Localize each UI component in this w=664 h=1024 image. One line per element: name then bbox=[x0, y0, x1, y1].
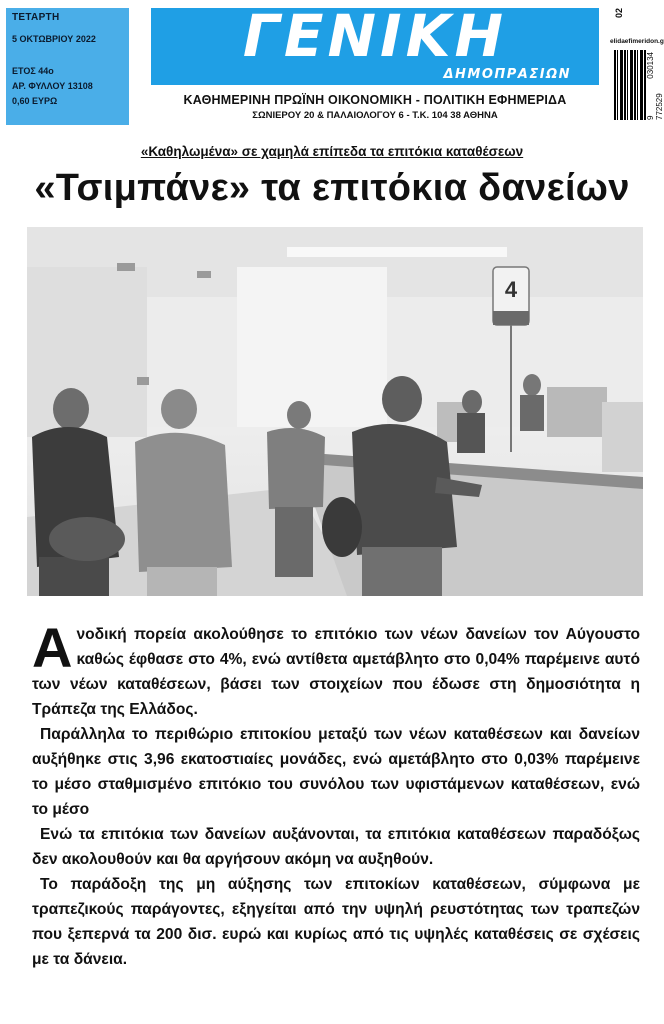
barcode-number-left: 9 772529 bbox=[646, 93, 664, 120]
story-paragraph: Παράλληλα το περιθώριο επιτοκίου μεταξύ των νέων καταθέσεων και δανείων αυξήθηκε στις 3,96 εκατοστιαίες μονάδες, ενώ αμετάβλητο στο 0,03% παρέμεινε το μέσο σταθμισμένο επιτόκιο του συνόλου των υφιστάμενων καταθέσεων, ενώ το μέσο bbox=[32, 726, 640, 818]
issue-number: ΑΡ. ΦΥΛΛΟΥ 13108 bbox=[12, 81, 93, 91]
barcode bbox=[610, 8, 664, 120]
story-body bbox=[32, 616, 640, 972]
story-paragraph bbox=[32, 616, 640, 722]
newspaper-subtitle: ΔΗΜΟΠΡΑΣΙΩΝ bbox=[443, 67, 571, 82]
barcode-issue-code: 02 bbox=[614, 8, 624, 19]
counter-number: 4 bbox=[504, 277, 518, 302]
story-headline: «Τσιμπάνε» τα επιτόκια δανείων bbox=[34, 167, 630, 209]
story-paragraph: Ενώ τα επιτόκια των δανείων αυξάνονται, τα επιτόκια καταθέσεων παραδόξως δεν ακολουθούν και θα αργήσουν ακόμη να αυξηθούν. bbox=[32, 826, 640, 868]
newspaper-tagline: ΚΑΘΗΜΕΡΙΝΗ ΠΡΩΪΝΗ ΟΙΚΟΝΟΜΙΚΗ - ΠΟΛΙΤΙΚΗ ΕΦΗΜΕΡΙΔΑ bbox=[183, 93, 567, 107]
barcode-url: elidaefimeridon.g bbox=[610, 38, 664, 45]
newspaper-title: ΓΕΝΙΚΗ bbox=[242, 8, 508, 70]
story-kicker: «Καθηλωμένα» σε χαμηλά επίπεδα τα επιτόκια καταθέσεων bbox=[140, 144, 524, 159]
story-photo bbox=[27, 227, 643, 596]
bank-counter-photo bbox=[27, 227, 643, 596]
issue-day: ΤΕΤΑΡΤΗ bbox=[12, 12, 60, 23]
issue-year: ΕΤΟΣ 44ο bbox=[12, 66, 54, 76]
issue-date: 5 ΟΚΤΩΒΡΙΟΥ 2022 bbox=[12, 34, 96, 44]
newspaper-logo bbox=[151, 8, 599, 85]
issue-price: 0,60 ΕΥΡΩ bbox=[12, 96, 58, 106]
issue-info-box bbox=[6, 8, 129, 125]
barcode-number-right: 030134 bbox=[646, 52, 655, 79]
story-paragraph-text: νοδική πορεία ακολούθησε το επιτόκιο των νέων δανείων τον Αύγουστο καθώς έφθασε στο 4%, ενώ αντίθετα αμετάβλητο στο 0,04% παρέμεινε αυτό των νέων καταθέσεων, βάσει των στοιχείων που έδωσε στη δημοσιότητα η Τράπεζα της Ελλάδος. bbox=[32, 626, 640, 718]
story-paragraph: Το παράδοξη της μη αύξησης των επιτοκίων καταθέσεων, σύμφωνα με τραπεζικούς παράγοντες, εξηγείται από την υψηλή ρευστότητας των τραπεζών που ξεπερνά τα 200 δισ. ευρώ και κυρίως από τις υψηλές καταθέσεις σε σχέσεις με τα δάνεια. bbox=[32, 876, 640, 968]
newspaper-address: ΣΩΝΙΕΡΟΥ 20 & ΠΑΛΑΙΟΛΟΓΟΥ 6 - Τ.Κ. 104 38 ΑΘΗΝΑ bbox=[252, 110, 498, 121]
barcode-bars bbox=[614, 50, 646, 120]
story-dropcap: Α bbox=[32, 616, 73, 679]
